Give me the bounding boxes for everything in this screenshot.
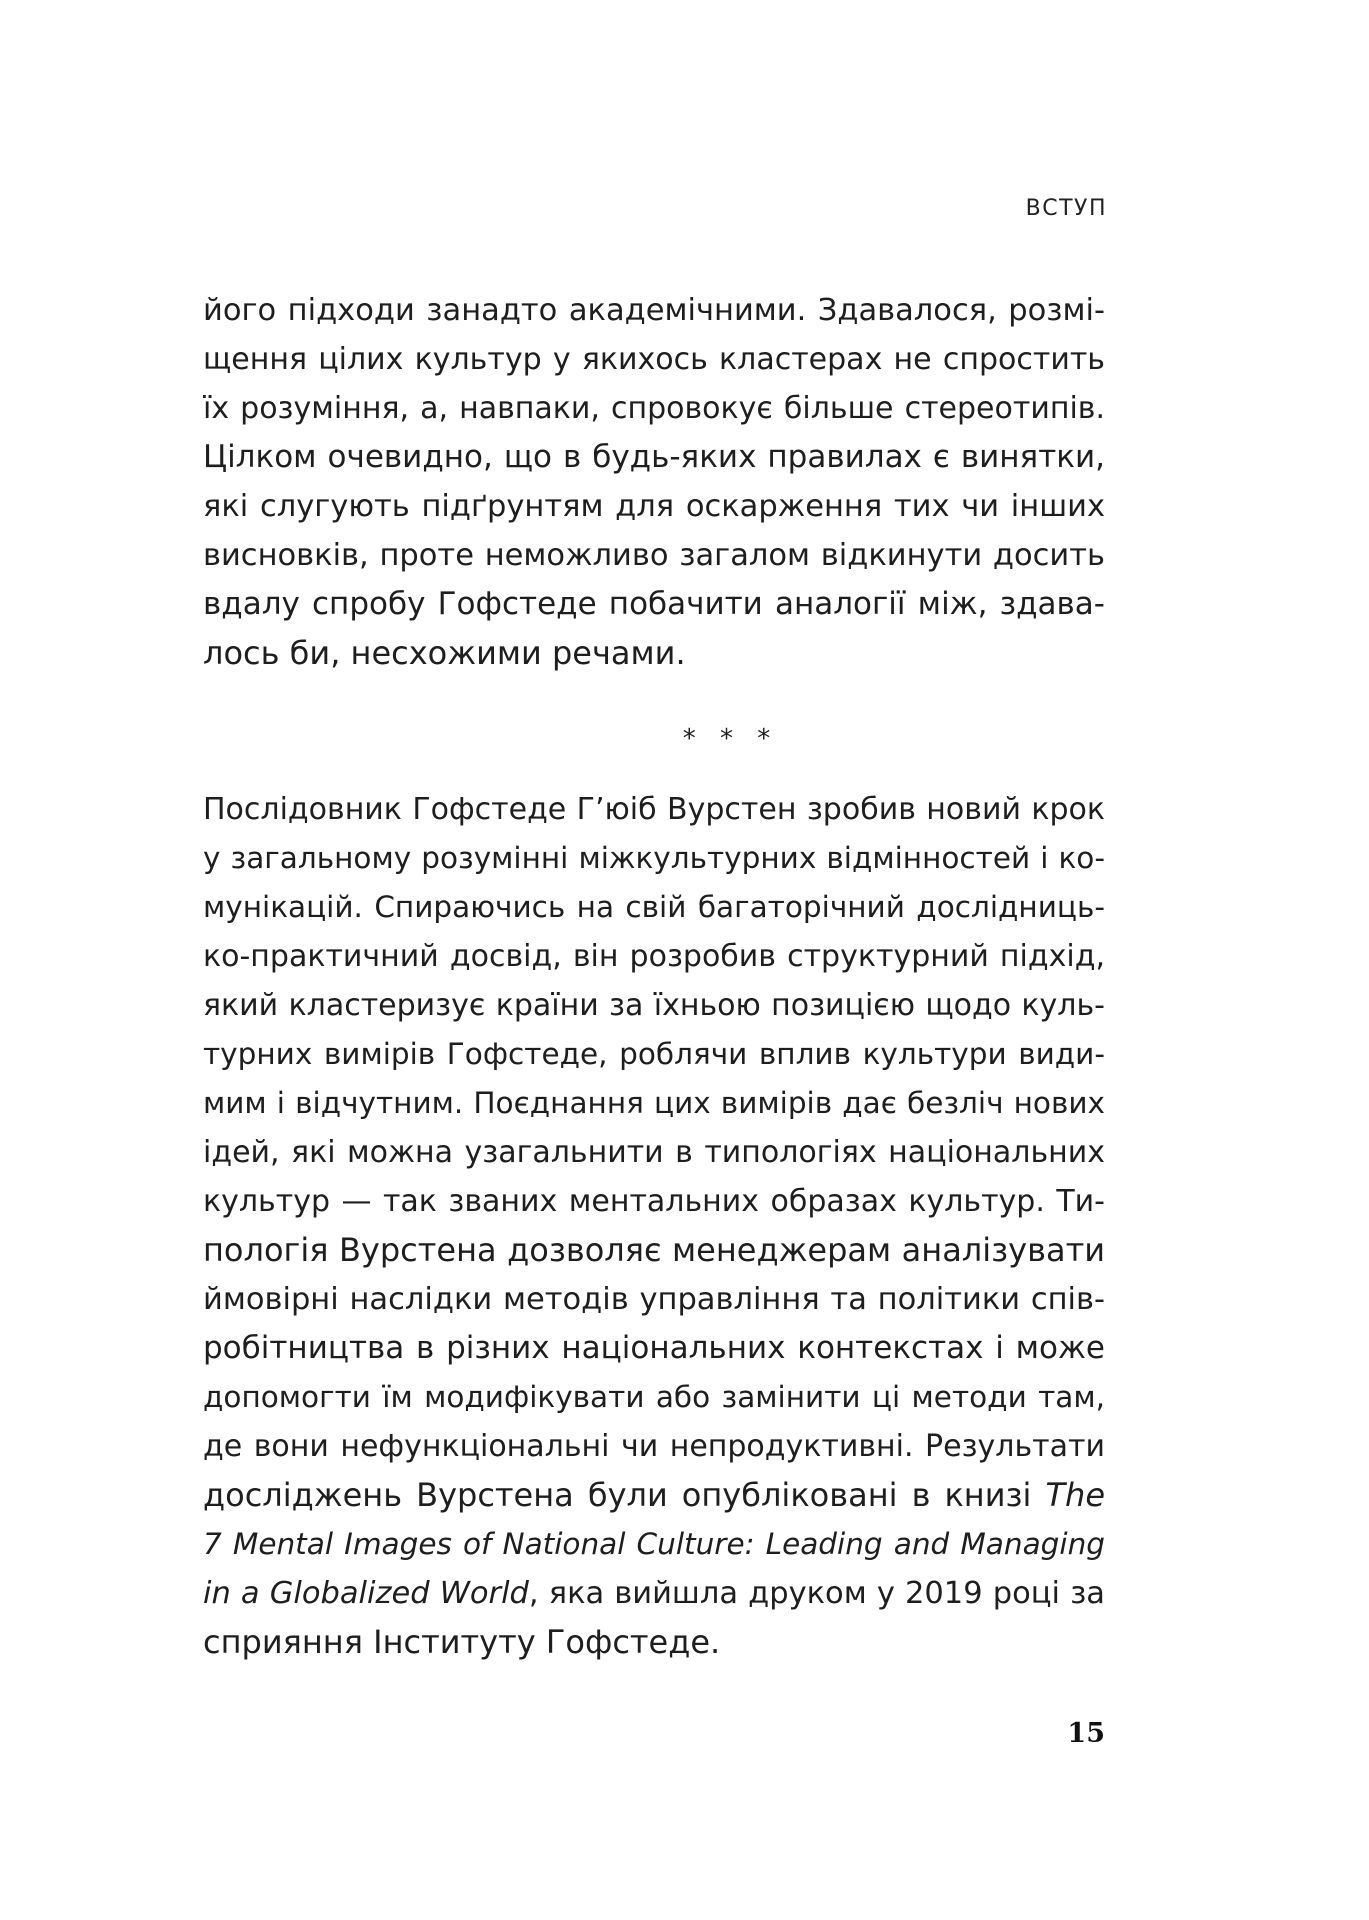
text-line — [203, 1471, 1105, 1520]
text-line: ідей, які можна узагальнити в типологіях національних — [203, 1135, 1105, 1170]
paragraph-1 — [203, 286, 1105, 678]
text-line: у загальному розумінні міжкультурних відмінностей і ко- — [203, 841, 1105, 875]
text-line: їх розуміння, а, навпаки, спровокує більше стереотипів. — [203, 391, 1105, 426]
text-line: ко-практичний досвід, він розробив структурний підхід, — [203, 939, 1105, 974]
text-line: вдалу спробу Гофстеде побачити аналогії між, здава- — [203, 586, 1105, 622]
book-title-part: 7 Mental Images of National Culture: Leading and Managing — [203, 1527, 1105, 1561]
page-number: 15 — [1067, 1718, 1105, 1749]
text-line: Цілком очевидно, що в будь-яких правилах є винятки, — [203, 439, 1105, 475]
text-line: пологія Вурстена дозволяє менеджерам аналізувати — [203, 1231, 1105, 1269]
text-line: його підходи занадто академічними. Здавалося, розмі- — [203, 293, 1105, 328]
section-separator: * * * — [682, 724, 779, 754]
text-line — [203, 1569, 1105, 1618]
text-line: Послідовник Гофстеде Г’юіб Вурстен зробив новий крок — [203, 792, 1105, 827]
text-line: які слугують підґрунтям для оскарження тих чи інших — [203, 489, 1105, 524]
text-line: турних вимірів Гофстеде, роблячи вплив культури види- — [203, 1037, 1105, 1071]
text-line: сприяння Інституту Гофстеде. — [203, 1623, 721, 1661]
text-line: мунікацій. Спираючись на свій багаторічний дослідниць- — [203, 890, 1105, 924]
text-line: лось би, несхожими речами. — [203, 634, 686, 672]
text-line: допомогти їм модифікувати або замінити ці методи там, — [203, 1380, 1105, 1414]
text-line: культур — так званих ментальних образах культур. Ти- — [203, 1184, 1105, 1219]
text-line: висновків, проте неможливо загалом відкинути досить — [203, 538, 1105, 573]
text-line: щення цілих культур у якихось кластерах не спростить — [203, 342, 1105, 377]
book-title-part: in a Globalized World — [203, 1576, 529, 1611]
running-head: ВСТУП — [1025, 196, 1107, 221]
text-line: ймовірні наслідки методів управління та політики спів- — [203, 1282, 1105, 1317]
text-line: де вони нефункціональні чи непродуктивні. Результати — [203, 1429, 1105, 1464]
text-line — [203, 1520, 1105, 1569]
text-line: робітництва в різних національних контекстах і може — [203, 1330, 1105, 1366]
text-span: досліджень Вурстена були опубліковані в книзі — [203, 1476, 1046, 1514]
text-line: який кластеризує країни за їхньою позицією щодо куль- — [203, 988, 1105, 1023]
book-title-part: The — [1045, 1476, 1105, 1514]
text-line: мим і відчутним. Поєднання цих вимірів дає безліч нових — [203, 1086, 1105, 1120]
paragraph-2 — [203, 785, 1105, 1667]
text-span: , яка вийшла друком у 2019 році за — [528, 1576, 1105, 1611]
